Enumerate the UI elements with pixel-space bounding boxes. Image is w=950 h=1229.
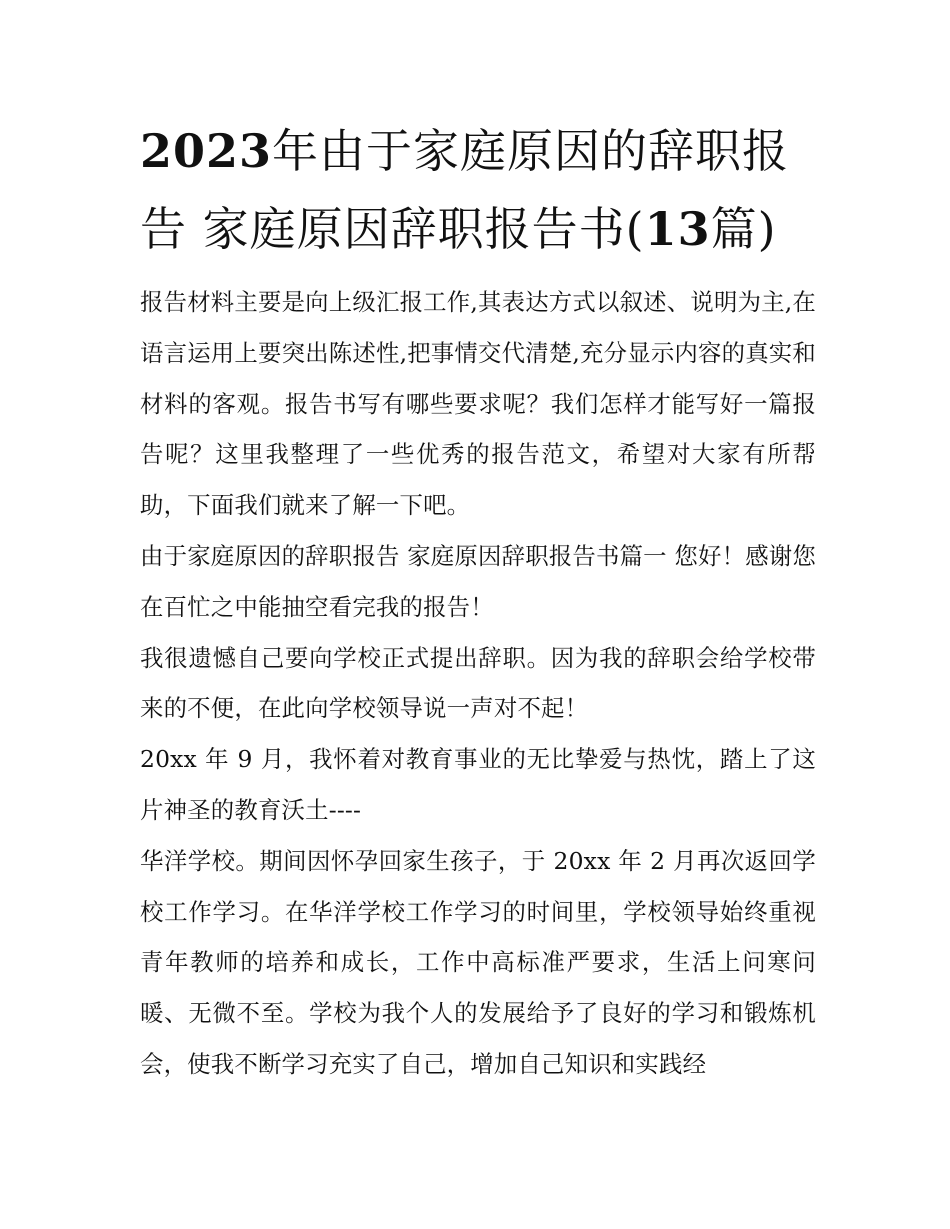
paragraph-apology: 我很遗憾自己要向学校正式提出辞职。因为我的辞职会给学校带来的不便，在此向学校领导说一声对不起！ — [140, 643, 816, 723]
title-text-part-2: 篇) — [710, 202, 777, 256]
paragraph-school-experience: 华洋学校。期间因怀孕回家生孩子，于 20xx 年 2 月再次返回学校工作学习。在华洋学校工作学习的时间里，学校领导始终重视青年教师的培养和成长，工作中高标准严要求，生活上问寒问暖、无微不至。学校为我个人的发展给予了良好的学习和锻炼机会，使我不断学习充实了自己，增加自己知识和实践经 — [140, 846, 816, 1078]
paragraph-greeting: 由于家庭原因的辞职报告 家庭原因辞职报告书篇一 您好！感谢您在百忙之中能抽空看完我的报告！ — [140, 541, 816, 621]
paragraph-intro: 报告材料主要是向上级汇报工作,其表达方式以叙述、说明为主,在语言运用上要突出陈述性,把事情交代清楚,充分显示内容的真实和材料的客观。报告书写有哪些要求呢？我们怎样才能写好一篇报告呢？这里我整理了一些优秀的报告范文，希望对大家有所帮助，下面我们就来了解一下吧。 — [140, 288, 816, 520]
title-count: 13 — [644, 202, 711, 256]
title-year: 2023 — [140, 124, 273, 178]
document-title — [140, 112, 820, 268]
paragraph-start-date: 20xx 年 9 月，我怀着对教育事业的无比挚爱与热忱，踏上了这片神圣的教育沃土---- — [140, 745, 816, 824]
title-text-part-1: 年由于家庭原因的辞职报告 家庭原因辞职报告书( — [140, 124, 790, 256]
document-body — [140, 277, 816, 1090]
